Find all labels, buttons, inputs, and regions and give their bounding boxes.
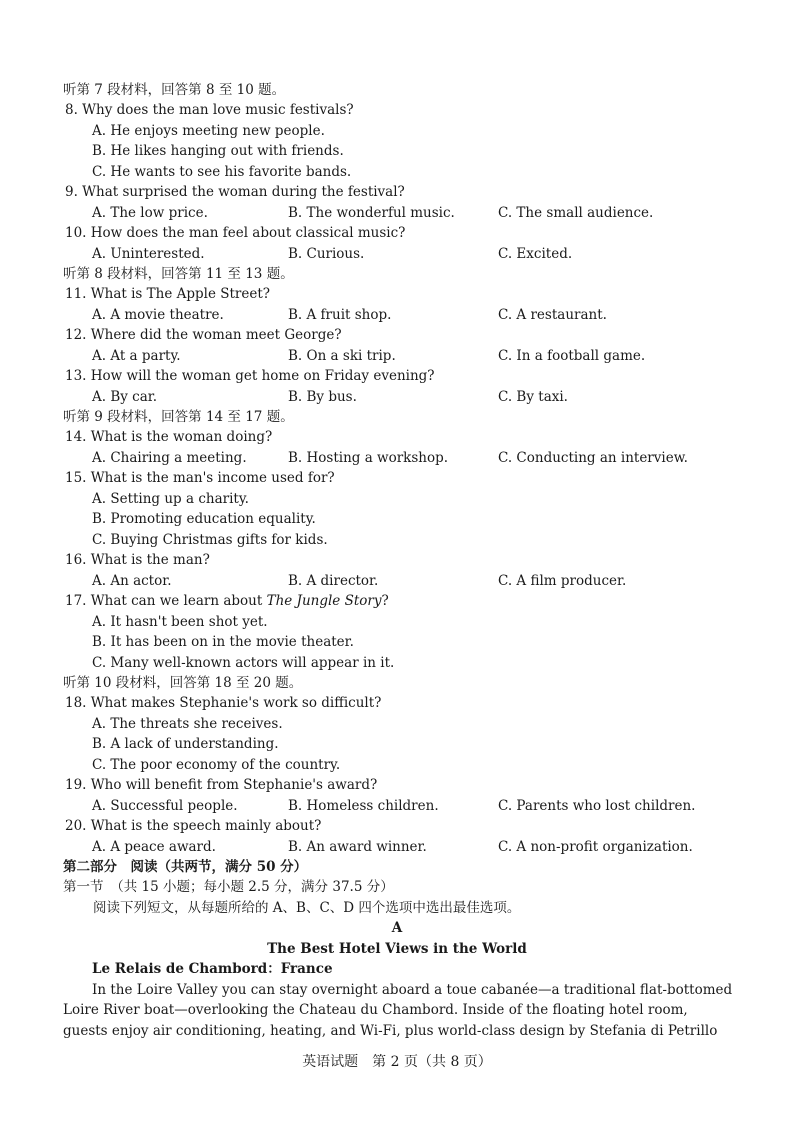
paragraph-line: Loire River boat—overlooking the Chateau du Chambord. Inside of the floating hotel room, (63, 1002, 688, 1018)
option-c: C. A film producer. (498, 573, 627, 589)
section-header: 听第 9 段材料，回答第 14 至 17 题。 (63, 409, 294, 425)
question-stem-text: 17. What can we learn about (65, 593, 267, 609)
option-c: C. A restaurant. (498, 307, 607, 323)
option-b: B. A lack of understanding. (92, 736, 279, 752)
option-b: B. By bus. (288, 389, 357, 405)
section-header: 听第 10 段材料，回答第 18 至 20 题。 (63, 675, 303, 691)
option-b: B. Homeless children. (288, 798, 439, 814)
option-a: A. Setting up a charity. (92, 491, 249, 507)
question-stem: 13. How will the woman get home on Friday evening? (65, 368, 435, 384)
option-a: A. By car. (92, 389, 158, 405)
page-footer: 英语试题 第 2 页（共 8 页） (302, 1054, 492, 1070)
option-a: A. Uninterested. (92, 246, 205, 262)
passage-letter: A (391, 920, 403, 936)
option-c: C. The small audience. (498, 205, 654, 221)
option-c: C. A non-profit organization. (498, 839, 693, 855)
option-c: C. Many well-known actors will appear in it. (92, 655, 395, 671)
paragraph-line: In the Loire Valley you can stay overnight aboard a toue cabanée—a traditional flat-bottomed (92, 982, 733, 998)
option-a: A. Successful people. (92, 798, 238, 814)
option-c: C. He wants to see his favorite bands. (92, 164, 352, 180)
question-stem: 16. What is the man? (65, 552, 210, 568)
option-c: C. The poor economy of the country. (92, 757, 341, 773)
part-title: 第二部分 阅读（共两节，满分 50 分） (63, 859, 308, 875)
option-c: C. Buying Christmas gifts for kids. (92, 532, 328, 548)
option-b: B. Curious. (288, 246, 365, 262)
option-a: A. An actor. (92, 573, 172, 589)
option-a: A. At a party. (92, 348, 181, 364)
option-b: B. Promoting education equality. (92, 511, 316, 527)
section-header: 听第 7 段材料，回答第 8 至 10 题。 (63, 82, 286, 98)
option-a: A. He enjoys meeting new people. (92, 123, 325, 139)
option-a: A. It hasn't been shot yet. (92, 614, 268, 630)
option-b: B. He likes hanging out with friends. (92, 143, 344, 159)
question-stem (65, 591, 389, 611)
instruction: 阅读下列短文，从每题所给的 A、B、C、D 四个选项中选出最佳选项。 (93, 900, 521, 916)
passage-title: The Best Hotel Views in the World (267, 941, 527, 957)
option-b: B. It has been on in the movie theater. (92, 634, 354, 650)
option-c: C. In a football game. (498, 348, 646, 364)
option-b: B. The wonderful music. (288, 205, 455, 221)
question-stem: 8. Why does the man love music festivals? (65, 102, 354, 118)
option-a: A. The threats she receives. (92, 716, 283, 732)
option-b: B. An award winner. (288, 839, 427, 855)
paragraph-line: guests enjoy air conditioning, heating, and Wi-Fi, plus world-class design by Stefania di Petrillo (63, 1023, 718, 1039)
question-stem: 15. What is the man's income used for? (65, 470, 335, 486)
question-stem: 20. What is the speech mainly about? (65, 818, 322, 834)
option-c: C. Parents who lost children. (498, 798, 696, 814)
passage-subheading: Le Relais de Chambord：France (92, 961, 333, 977)
section-header: 听第 8 段材料，回答第 11 至 13 题。 (63, 266, 294, 282)
option-c: C. Excited. (498, 246, 573, 262)
question-stem: 9. What surprised the woman during the festival? (65, 184, 405, 200)
option-a: A. The low price. (92, 205, 208, 221)
question-stem: 18. What makes Stephanie's work so difficult? (65, 695, 382, 711)
question-stem: 19. Who will benefit from Stephanie's award? (65, 777, 378, 793)
option-a: A. A peace award. (92, 839, 216, 855)
question-mark: ? (381, 593, 389, 609)
option-a: A. A movie theatre. (92, 307, 224, 323)
option-b: B. On a ski trip. (288, 348, 396, 364)
option-b: B. Hosting a workshop. (288, 450, 449, 466)
option-b: B. A fruit shop. (288, 307, 392, 323)
question-stem: 12. Where did the woman meet George? (65, 327, 342, 343)
section-title: 第一节 （共 15 小题；每小题 2.5 分，满分 37.5 分） (63, 879, 394, 895)
option-c: C. By taxi. (498, 389, 568, 405)
question-stem: 11. What is The Apple Street? (65, 286, 271, 302)
option-a: A. Chairing a meeting. (92, 450, 247, 466)
question-stem: 10. How does the man feel about classical music? (65, 225, 406, 241)
option-c: C. Conducting an interview. (498, 450, 688, 466)
question-stem: 14. What is the woman doing? (65, 429, 273, 445)
movie-title: The Jungle Story (266, 593, 382, 609)
option-b: B. A director. (288, 573, 379, 589)
